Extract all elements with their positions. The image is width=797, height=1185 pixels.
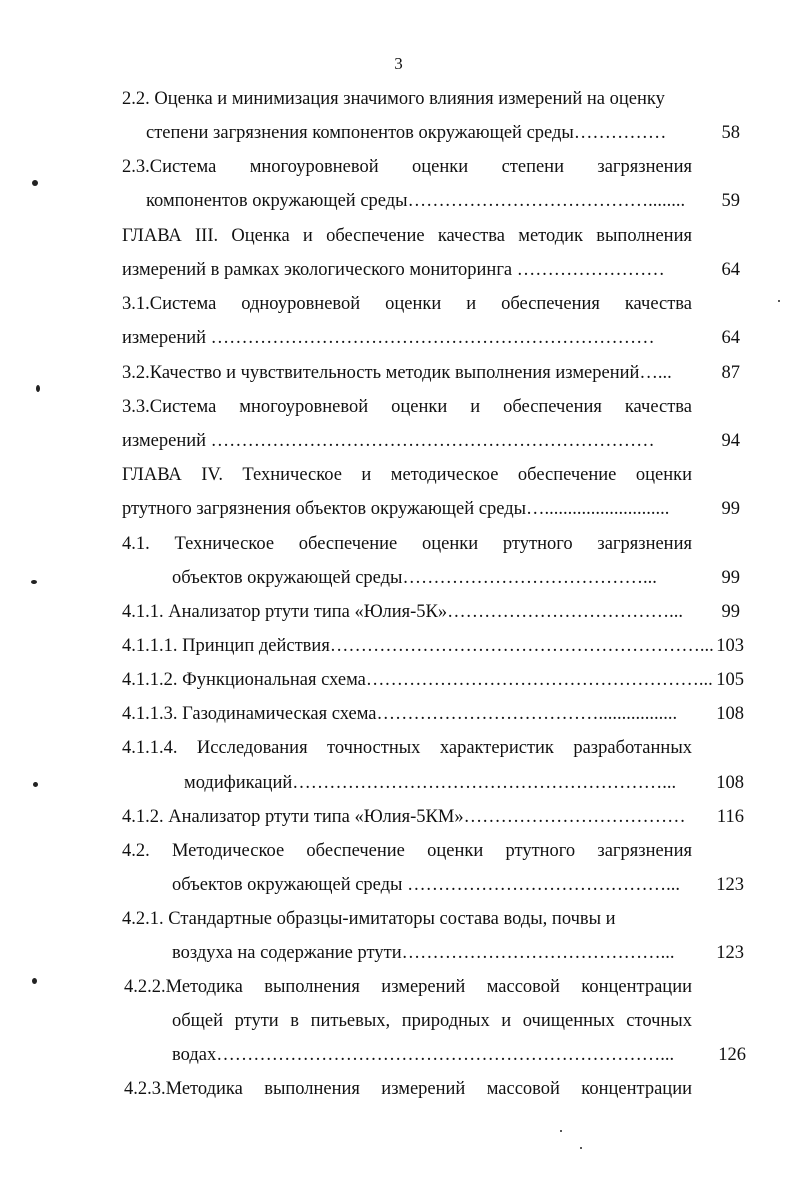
toc-line: 4.1. Техническое обеспечение оценки ртутного загрязнения [122, 534, 692, 554]
toc-page-number: 99 [721, 499, 740, 519]
toc-page-number: 126 [718, 1045, 746, 1065]
toc-line: измерений в рамках экологического мониторинга …………………… [122, 260, 665, 280]
toc-page-number: 94 [721, 431, 740, 451]
toc-line: объектов окружающей среды ……………………………………... [172, 875, 680, 895]
toc-line: общей ртути в питьевых, природных и очищенных сточных [172, 1011, 692, 1031]
toc-line: водах………………………………………………………………... [172, 1045, 675, 1065]
toc-line: 4.1.1. Анализатор ртути типа «Юлия-5К»………………………………... [122, 602, 683, 622]
toc-page-number: 103 [716, 636, 744, 656]
toc-page-number: 108 [716, 704, 744, 724]
scan-speck [560, 1130, 562, 1132]
scan-speck [580, 1147, 582, 1149]
toc-line: компонентов окружающей среды…………………………………........ [146, 191, 686, 211]
toc-line: 2.2. Оценка и минимизация значимого влияния измерений на оценку [122, 89, 665, 109]
scan-speck [36, 385, 40, 392]
toc-line: измерений ……………………………………………………………… [122, 431, 655, 451]
toc-page-number: 99 [721, 602, 740, 622]
toc-line: 4.2. Методическое обеспечение оценки ртутного загрязнения [122, 841, 692, 861]
toc-line: воздуха на содержание ртути……………………………………... [172, 943, 675, 963]
toc-page-number: 99 [721, 568, 740, 588]
toc-line: ГЛАВА III. Оценка и обеспечение качества методик выполнения [122, 226, 692, 246]
toc-line: 4.1.1.2. Функциональная схема………………………………………………... [122, 670, 713, 690]
scan-speck [31, 580, 37, 584]
toc-line: 3.2.Качество и чувствительность методик выполнения измерений…... [122, 363, 672, 383]
toc-page-number: 87 [721, 363, 740, 383]
toc-line: 4.2.3.Методика выполнения измерений массовой концентрации [124, 1079, 692, 1099]
toc-line: объектов окружающей среды…………………………………... [172, 568, 657, 588]
toc-line: 4.1.1.1. Принцип действия……………………………………………………... [122, 636, 714, 656]
scan-speck [32, 978, 37, 984]
toc-line: ГЛАВА IV. Техническое и методическое обеспечение оценки [122, 465, 692, 485]
scan-speck [33, 782, 38, 787]
toc-page-number: 116 [716, 807, 744, 827]
toc-page-number: 58 [721, 123, 740, 143]
toc-page-number: 64 [721, 328, 740, 348]
toc-line: модификаций……………………………………………………... [184, 773, 677, 793]
toc-line: 4.1.1.4. Исследования точностных характеристик разработанных [122, 738, 692, 758]
toc-page-number: 59 [721, 191, 740, 211]
toc-line: 4.1.1.3. Газодинамическая схема………………………………................. [122, 704, 678, 724]
toc-line: измерений ……………………………………………………………… [122, 328, 655, 348]
toc-page-number: 105 [716, 670, 744, 690]
toc-line: 3.3.Система многоуровневой оценки и обеспечения качества [122, 397, 692, 417]
toc-line: 4.2.1. Стандартные образцы-имитаторы состава воды, почвы и [122, 909, 616, 929]
toc-page-number: 108 [716, 773, 744, 793]
page-number: 3 [394, 54, 403, 73]
scan-speck [32, 180, 38, 186]
toc-line: 4.2.2.Методика выполнения измерений массовой концентрации [124, 977, 692, 997]
scan-speck [778, 300, 780, 302]
toc-page-number: 123 [716, 943, 744, 963]
toc-line: ртутного загрязнения объектов окружающей среды…........................... [122, 499, 670, 519]
toc-line: 4.1.2. Анализатор ртути типа «Юлия-5КМ»……………………………… [122, 807, 686, 827]
toc-page-number: 64 [721, 260, 740, 280]
toc-page-number: 123 [716, 875, 744, 895]
toc-line: 3.1.Система одноуровневой оценки и обеспечения качества [122, 294, 692, 314]
toc-line: степени загрязнения компонентов окружающей среды…………… [146, 123, 667, 143]
toc-line: 2.3.Система многоуровневой оценки степени загрязнения [122, 157, 692, 177]
